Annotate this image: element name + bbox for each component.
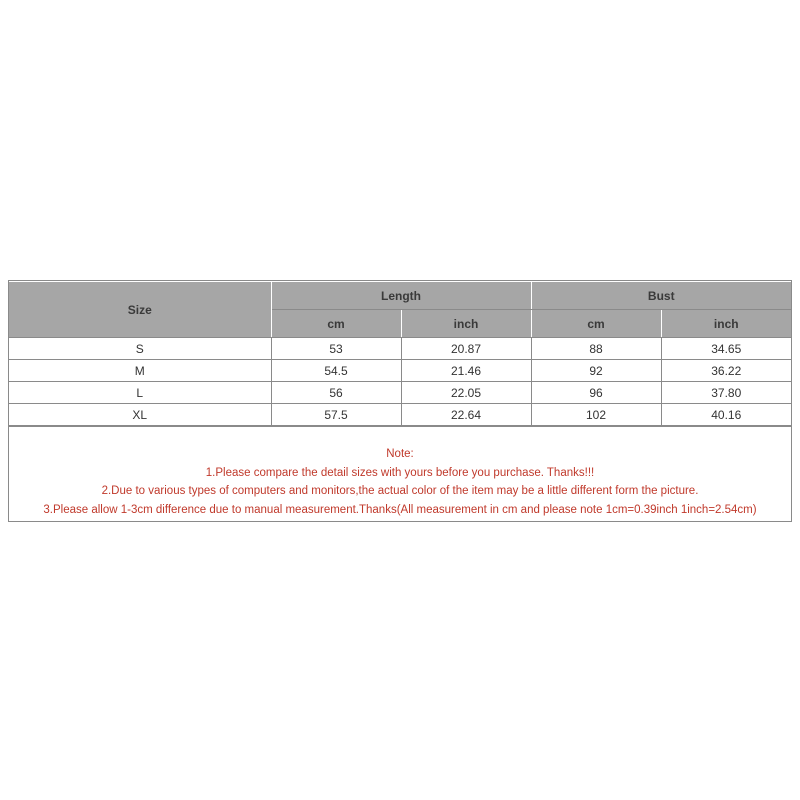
note-line: 2.Due to various types of computers and monitors,the actual color of the item may be a little different form the picture.	[101, 485, 699, 497]
length-group-header: Length	[271, 282, 531, 310]
length-cm-cell: 53	[271, 338, 401, 360]
size-cell: M	[9, 360, 271, 382]
bust-cm-cell: 92	[531, 360, 661, 382]
size-column-header: Size	[9, 282, 271, 338]
length-inch-cell: 22.64	[401, 404, 531, 426]
length-inch-header: inch	[401, 310, 531, 338]
table-row	[9, 382, 791, 404]
bust-inch-header: inch	[661, 310, 791, 338]
header-row-groups	[9, 282, 791, 310]
size-chart	[8, 280, 792, 522]
size-cell: XL	[9, 404, 271, 426]
size-table	[9, 281, 791, 426]
bust-group-header: Bust	[531, 282, 791, 310]
bust-cm-cell: 96	[531, 382, 661, 404]
bust-inch-cell: 37.80	[661, 382, 791, 404]
length-cm-header: cm	[271, 310, 401, 338]
bust-cm-cell: 102	[531, 404, 661, 426]
note-title: Note:	[386, 448, 414, 460]
length-cm-cell: 57.5	[271, 404, 401, 426]
length-inch-cell: 20.87	[401, 338, 531, 360]
length-inch-cell: 21.46	[401, 360, 531, 382]
bust-cm-header: cm	[531, 310, 661, 338]
table-row	[9, 338, 791, 360]
size-cell: L	[9, 382, 271, 404]
table-row	[9, 404, 791, 426]
length-cm-cell: 56	[271, 382, 401, 404]
bust-inch-cell: 36.22	[661, 360, 791, 382]
table-row	[9, 360, 791, 382]
note-line: 3.Please allow 1-3cm difference due to manual measurement.Thanks(All measurement in cm and please note 1cm=0.39inch 1inch=2.54cm)	[43, 503, 757, 516]
notes-section	[9, 426, 791, 521]
bust-inch-cell: 40.16	[661, 404, 791, 426]
length-cm-cell: 54.5	[271, 360, 401, 382]
bust-cm-cell: 88	[531, 338, 661, 360]
length-inch-cell: 22.05	[401, 382, 531, 404]
bust-inch-cell: 34.65	[661, 338, 791, 360]
note-line: 1.Please compare the detail sizes with yours before you purchase. Thanks!!!	[205, 466, 595, 479]
size-cell: S	[9, 338, 271, 360]
